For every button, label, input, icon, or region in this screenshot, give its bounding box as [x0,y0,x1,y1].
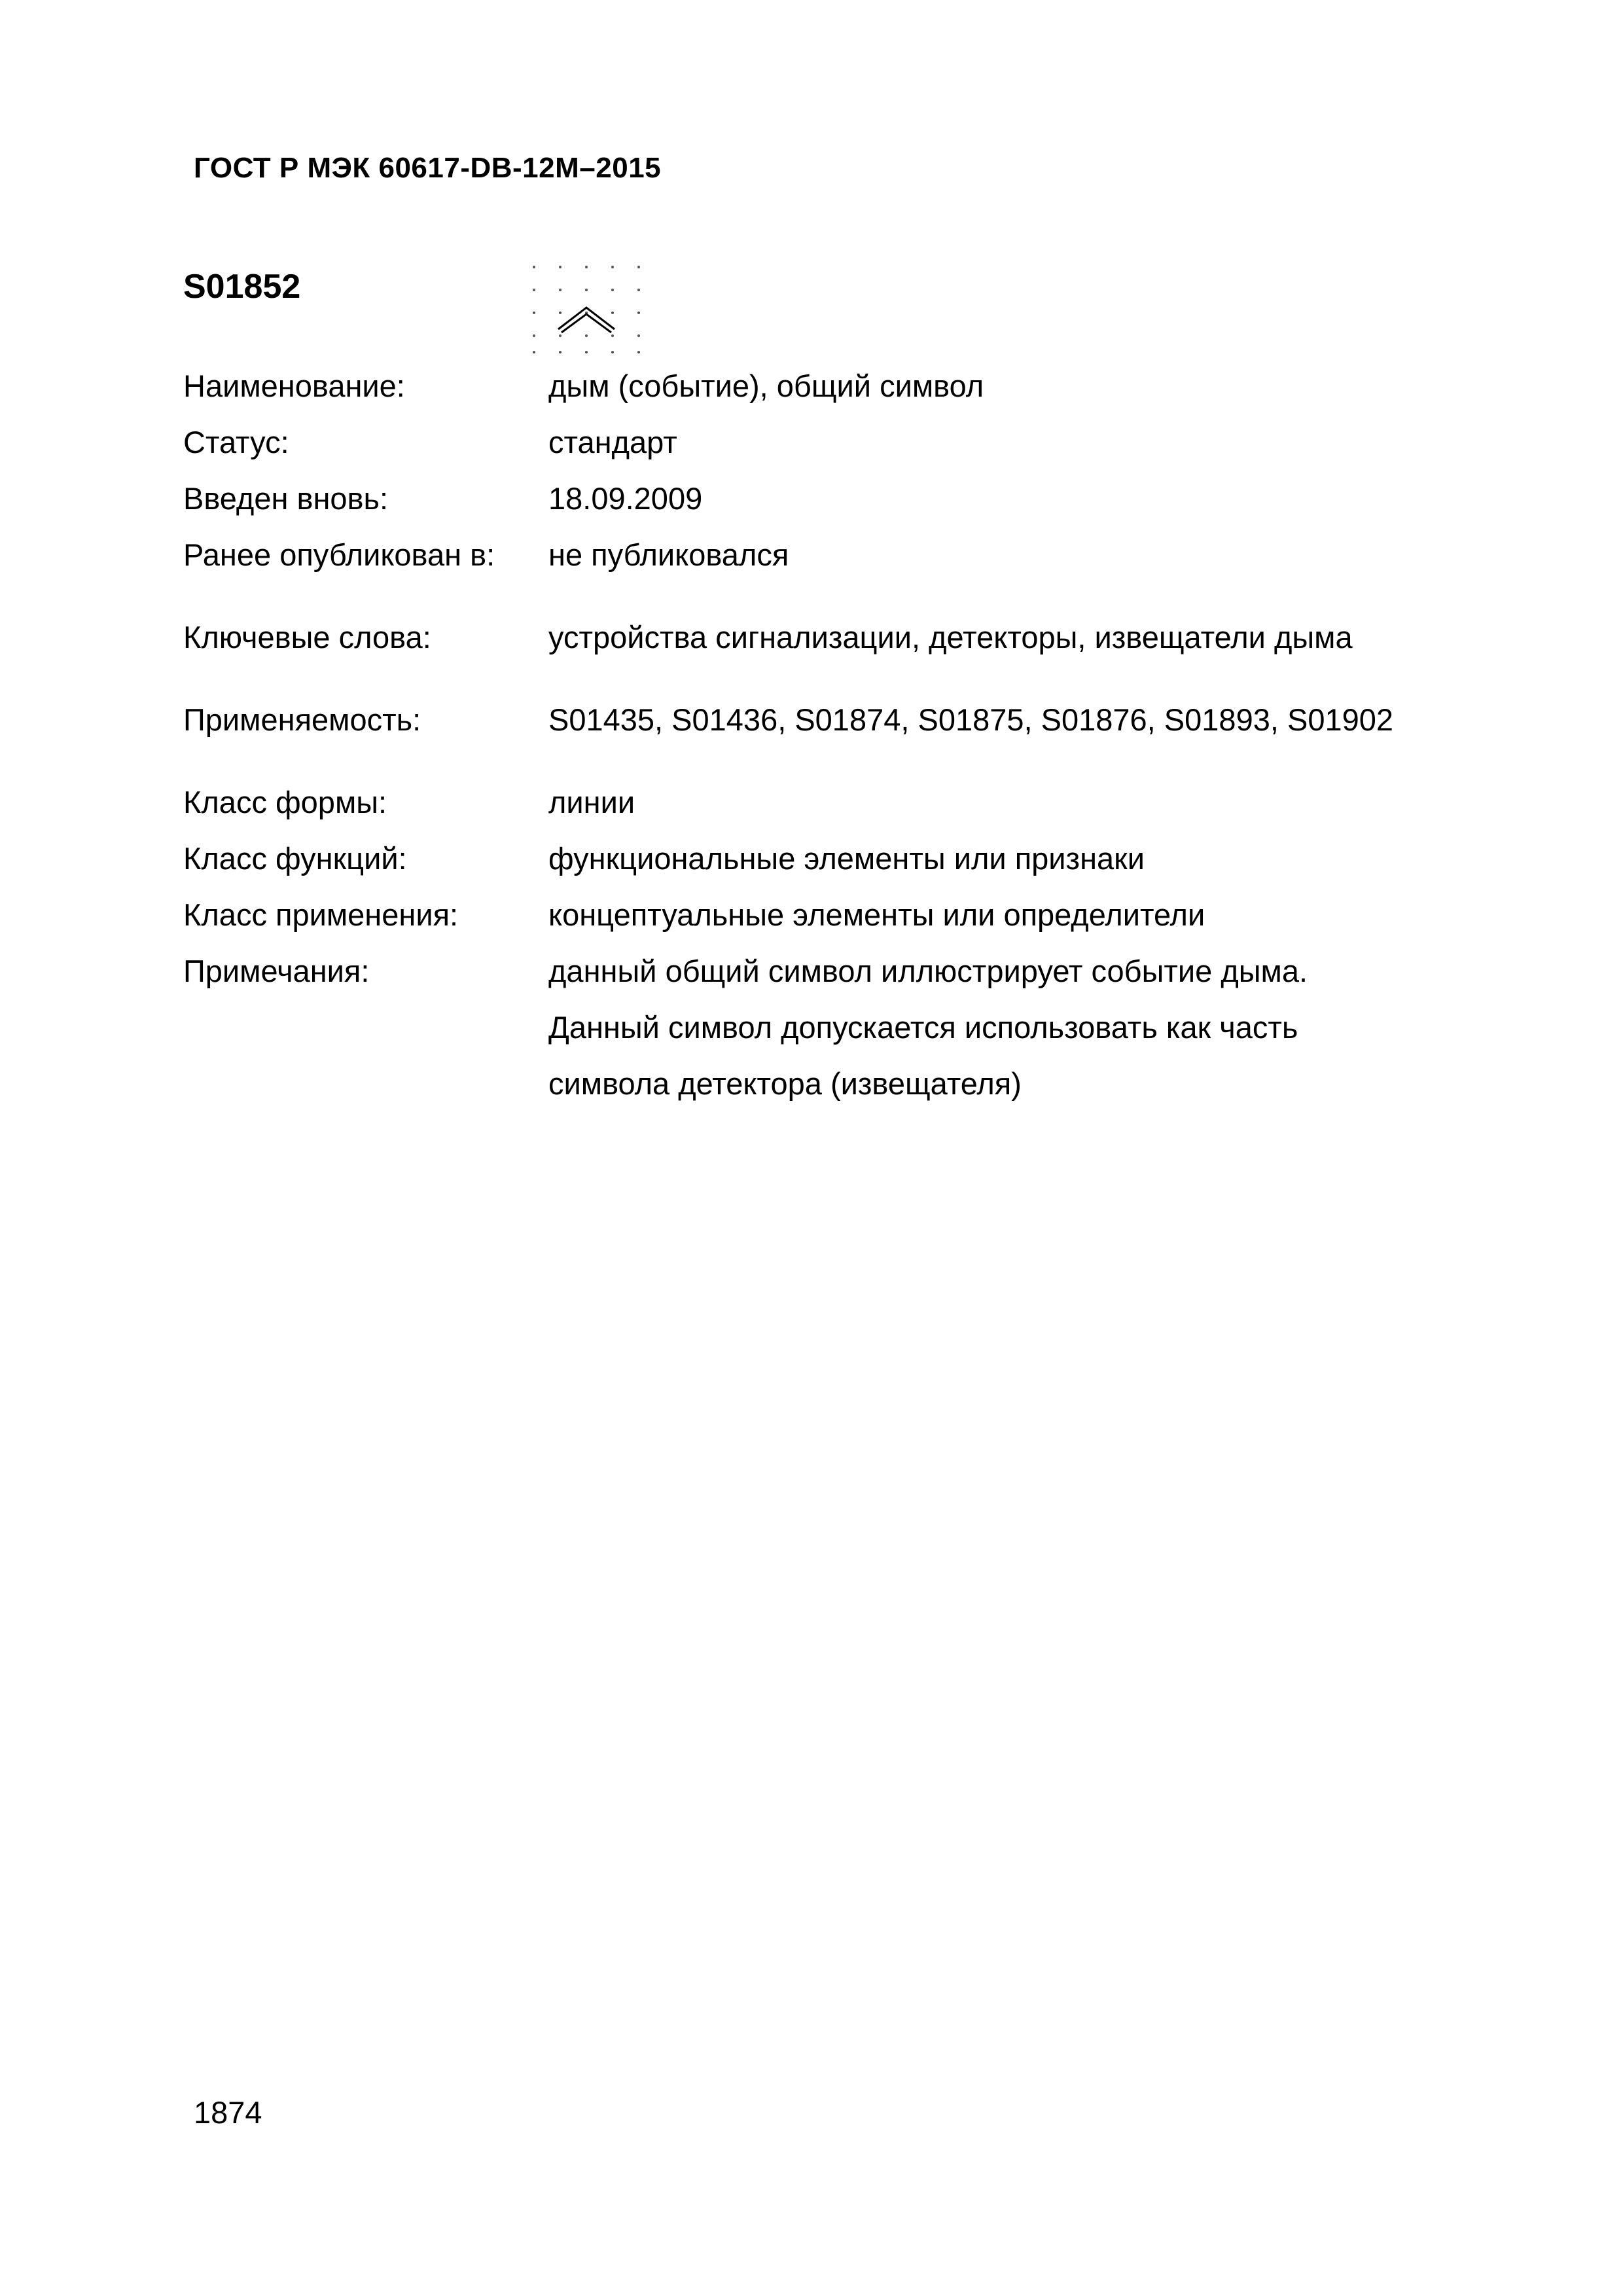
notes-continuation-line: символа детектора (извещателя) [548,1066,1022,1101]
page-number: 1874 [194,2095,262,2130]
field-value-notes: данный общий символ иллюстрирует событие дыма. [548,954,1308,988]
field-label-name: Наименование: [183,368,405,403]
field-value-shape-class: линии [548,785,635,819]
field-label-function-class: Класс функций: [183,841,407,876]
field-label-shape-class: Класс формы: [183,785,387,819]
standard-title: ГОСТ Р МЭК 60617-DB-12M–2015 [194,152,662,184]
field-label-status: Статус: [183,425,289,459]
field-label-application-class: Класс применения: [183,897,459,932]
field-value-name: дым (событие), общий символ [548,368,984,403]
field-label-notes: Примечания: [183,954,370,988]
field-value-applicability: S01435, S01436, S01874, S01875, S01876, S01893, S01902 [548,702,1394,737]
field-value-introduced: 18.09.2009 [548,481,703,516]
symbol-code: S01852 [183,268,301,306]
field-value-previously-published: не публиковался [548,537,789,572]
field-value-keywords: устройства сигнализации, детекторы, извещатели дыма [548,620,1353,655]
field-label-applicability: Применяемость: [183,702,421,737]
field-value-function-class: функциональные элементы или признаки [548,841,1145,876]
field-label-introduced: Введен вновь: [183,481,389,516]
field-value-status: стандарт [548,425,677,459]
notes-continuation-line: Данный символ допускается использовать как часть [548,1010,1298,1045]
field-label-keywords: Ключевые слова: [183,620,431,655]
smoke-symbol-icon [527,260,645,359]
field-label-previously-published: Ранее опубликован в: [183,537,495,572]
field-value-application-class: концептуальные элементы или определители [548,897,1205,932]
